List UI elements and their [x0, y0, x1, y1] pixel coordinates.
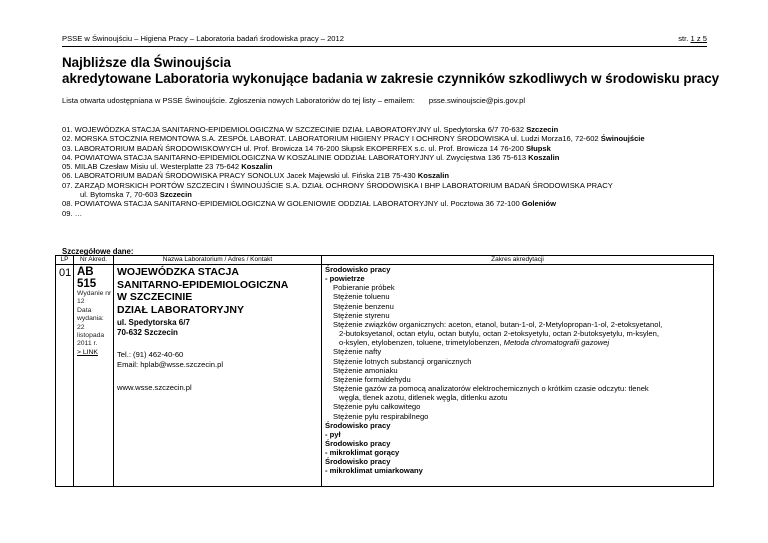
list-item: 09. … [62, 208, 83, 218]
scope-line: Stężenie styrenu [333, 310, 390, 320]
scope-line: Stężenie lotnych substancji organicznych [333, 356, 472, 366]
list-item: 07. ZARZĄD MORSKICH PORTÓW SZCZECIN I ŚWINOUJŚCIE S.A. DZIAŁ OCHRONY ŚRODOWISKA I BHP LABORATORIUM BADAŃ ŚRODOWISKA PRACY [62, 180, 613, 190]
scope-line: Stężenie pyłu respirabilnego [333, 411, 429, 421]
list-item-continuation: ul. Bytomska 7, 70-603 Szczecin [80, 190, 192, 200]
scope-line: o-ksylen, etylobenzen, toluene, trimetylobenzen, Metoda chromatografii gazowej [339, 338, 610, 348]
col-header-name: Nazwa Laboratorium / Adres / Kontakt [114, 256, 322, 265]
lab-phone: Tel.: (91) 462-40-60 [117, 350, 184, 360]
title-line-1: Najbliższe dla Świnoujścia [62, 55, 231, 70]
details-heading: Szczegółowe dane: [62, 247, 134, 256]
intro-text: Lista otwarta udostępniana w PSSE Świnoujście. Zgłoszenia nowych Laboratoriów do tej listy – emailem: psse.swinoujscie@pis.gov.pl [62, 96, 526, 105]
details-table [55, 255, 714, 487]
scope-line: Pobieranie próbek [333, 283, 395, 293]
scope-line: Stężenie formaldehydu [333, 374, 411, 384]
scope-line: Stężenie amoniaku [333, 365, 398, 375]
lab-email: Email: hplab@wsse.szczecin.pl [117, 359, 224, 369]
labs-list [62, 125, 722, 218]
scope-line: Stężenie toluenu [333, 292, 390, 302]
scope-line: - mikroklimat umiarkowany [325, 466, 423, 476]
lab-contact [117, 350, 318, 369]
col-header-akred: Nr Akred. [74, 256, 114, 265]
title-line-2: akredytowane Laboratoria wykonujące badania w zakresie czynników szkodliwych w środowisku pracy [62, 71, 720, 86]
list-item: 02. MORSKA STOCZNIA REMONTOWA S.A. ZESPÓŁ LABORAT. LABORATORIUM HIGIENY PRACY I OCHRONY ŚRODOWISKA ul. Ludzi Morza16, 72-602 Świnoujście [62, 134, 645, 144]
scope-line: węgla, tlenek azotu, ditlenek węgla, ditlenku azotu [339, 393, 508, 403]
col-header-lp: LP [56, 256, 74, 265]
header-title: PSSE w Świnoujściu – Higiena Pracy – Laboratoria badań środowiska pracy – 2012 [62, 34, 344, 43]
scope-line: Stężenie nafty [333, 347, 382, 357]
col-header-scope: Zakres akredytacji [322, 256, 714, 265]
scope-line: - pył [325, 429, 341, 439]
scope-line: - powietrze [325, 274, 365, 284]
lab-name: WOJEWÓDZKA STACJA SANITARNO-EPIDEMIOLOGICZNA W SZCZECINIE DZIAŁ LABORATORYJNY [117, 266, 289, 316]
akred-number: AB 515 [77, 266, 97, 290]
akred-link[interactable]: > LINK [77, 348, 98, 356]
scope-line: Środowisko pracy [325, 420, 391, 430]
scope-line: - mikroklimat gorący [325, 448, 400, 458]
list-item: 03. LABORATORIUM BADAŃ ŚRODOWISKOWYCH ul. Prof. Browicza 14 76-200 Słupsk EKOPERFEX s.c. ul. Prof. Browicza 14 76-200 Słupsk [62, 143, 551, 153]
list-item: 06. LABORATORIUM BADAŃ ŚRODOWISKA PRACY SONOLUX Jacek Majewski ul. Fińska 21B 75-430 Koszalin [62, 171, 449, 181]
page-number: str. 1 z 5 [678, 34, 707, 43]
scope-line: Stężenie związków organicznych: aceton, etanol, butan-1-ol, 2-Metylopropan-1-ol, 2-etoksyetanol, [333, 319, 663, 329]
list-item: 01. WOJEWÓDZKA STACJA SANITARNO-EPIDEMIOLOGICZNA W SZCZECINIE DZIAŁ LABORATORYJNY ul. Spedytorska 6/7 70-632 Szczecin [62, 125, 559, 134]
list-item: 04. POWIATOWA STACJA SANITARNO-EPIDEMIOLOGICZNA W KOSZALINIE ODDZIAŁ LABORATORYJNY ul. Zwycięstwa 136 75-613 Koszalin [62, 152, 560, 162]
scope-line: Stężenie pyłu całkowitego [333, 402, 421, 412]
contact-email[interactable]: psse.swinoujscie@pis.gov.pl [428, 96, 526, 105]
lab-website[interactable]: www.wsse.szczecin.pl [117, 383, 192, 393]
scope-line: Stężenie benzenu [333, 301, 394, 311]
scope-line: 2-butoksyetanol, octan etylu, octan butylu, octan 2-etoksyetylu, octan 2-butoksyetylu, m-ksylen, [339, 329, 659, 339]
row-akred: AB 515 Wydanie nr 12 Data wydania: 22 listopada 2011 r. > LINK [74, 265, 114, 487]
list-item: 05. MILAB Czesław Misiu ul. Westerplatte 23 75-642 Koszalin [62, 162, 273, 172]
row-scope [322, 265, 714, 487]
table-row [56, 265, 714, 487]
scope-line: Stężenie gazów za pomocą analizatorów elektrochemicznych o krótkim czasie odczytu: tlenek [333, 384, 649, 394]
row-lab-info [114, 265, 322, 487]
scope-line: Środowisko pracy [325, 457, 391, 467]
page-header [62, 33, 707, 47]
row-lp: 01 [56, 265, 74, 487]
list-item: 08. POWIATOWA STACJA SANITARNO-EPIDEMIOLOGICZNA W GOLENIOWIE ODDZIAŁ LABORATORYJNY ul. Pocztowa 36 72-100 Goleniów [62, 199, 556, 209]
scope-line: Środowisko pracy [325, 265, 391, 274]
scope-line: Środowisko pracy [325, 438, 391, 448]
lab-address: ul. Spedytorska 6/7 70-632 Szczecin [117, 318, 190, 338]
document-title [62, 55, 719, 87]
